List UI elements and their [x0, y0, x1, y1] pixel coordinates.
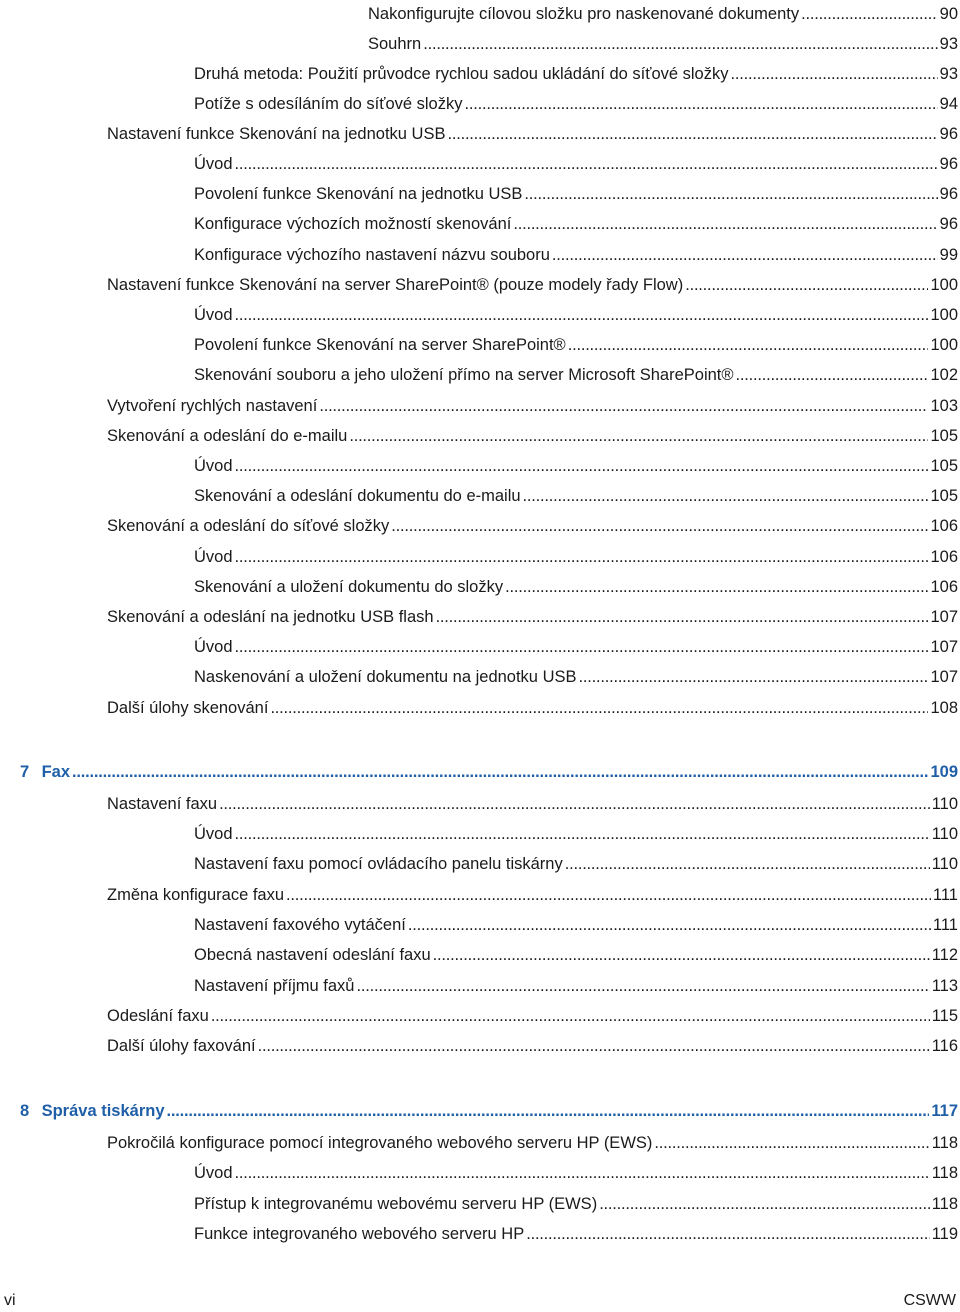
toc-entry-page: 119: [931, 1225, 958, 1243]
dot-leader: [731, 64, 938, 84]
dot-leader: [436, 607, 929, 627]
toc-entry[interactable]: [194, 972, 958, 996]
toc-entry-page: 94: [939, 95, 958, 113]
toc-entry-page: 106: [930, 548, 958, 566]
chapter-title: Fax: [41, 763, 71, 781]
toc-entry[interactable]: [194, 633, 958, 657]
toc-entry-title: Odeslání faxu: [107, 1007, 209, 1025]
chapter-heading-title: [20, 1101, 165, 1121]
toc-entry-title: Další úlohy faxování: [107, 1037, 256, 1055]
toc-entry[interactable]: [107, 881, 958, 905]
toc-entry[interactable]: [107, 1002, 958, 1026]
toc-entry[interactable]: [194, 180, 958, 204]
toc-entry-page: 112: [931, 946, 958, 964]
toc-entry-title: Souhrn: [368, 35, 422, 53]
chapter-title: Správa tiskárny: [41, 1102, 165, 1120]
dot-leader: [235, 637, 929, 657]
dot-leader: [685, 275, 928, 295]
dot-leader: [526, 1224, 929, 1244]
toc-entry-title: Další úlohy skenování: [107, 699, 269, 717]
toc-entry-title: Pokročilá konfigurace pomocí integrovaného webového serveru HP (EWS): [107, 1134, 653, 1152]
footer-page-number: vi: [4, 1292, 16, 1309]
toc-entry[interactable]: [194, 331, 958, 355]
dot-leader: [72, 762, 928, 782]
chapter-page: 109: [930, 763, 958, 781]
toc-entry[interactable]: [194, 543, 958, 567]
dot-leader: [579, 667, 929, 687]
toc-entry-page: 118: [931, 1134, 958, 1152]
toc-entry-page: 110: [931, 825, 958, 843]
toc-entry[interactable]: [194, 301, 958, 325]
dot-leader: [235, 1163, 930, 1183]
toc-entry-title: Obecná nastavení odeslání faxu: [194, 946, 431, 964]
toc-entry-page: 118: [931, 1164, 958, 1182]
toc-entry[interactable]: [107, 422, 958, 446]
toc-entry-page: 93: [939, 35, 958, 53]
toc-entry[interactable]: [194, 941, 958, 965]
dot-leader: [599, 1194, 930, 1214]
dot-leader: [654, 1133, 929, 1153]
toc-entry-title: Úvod: [194, 155, 233, 173]
toc-entry-page: 102: [930, 366, 958, 384]
chapter-heading-title: [20, 762, 70, 782]
toc-entry[interactable]: [194, 820, 958, 844]
toc-entry-page: 106: [930, 517, 958, 535]
toc-entry-page: 106: [930, 578, 958, 596]
toc-entry-title: Změna konfigurace faxu: [107, 886, 285, 904]
toc-entry-title: Povolení funkce Skenování na server SharePoint®: [194, 336, 566, 354]
toc-entry-title: Úvod: [194, 638, 233, 656]
toc-entry-title: Úvod: [194, 548, 233, 566]
toc-entry[interactable]: [107, 512, 958, 536]
dot-leader: [167, 1101, 930, 1121]
toc-entry-title: Naskenování a uložení dokumentu na jednotku USB: [194, 668, 577, 686]
toc-entry-title: Skenování souboru a jeho uložení přímo na server Microsoft SharePoint®: [194, 366, 734, 384]
toc-entry-title: Úvod: [194, 825, 233, 843]
toc-entry-title: Nastavení faxu pomocí ovládacího panelu tiskárny: [194, 855, 563, 873]
footer-label: CSWW: [903, 1292, 956, 1309]
toc-entry-page: 116: [931, 1037, 958, 1055]
toc-entry-page: 118: [931, 1195, 958, 1213]
dot-leader: [447, 124, 937, 144]
toc-entry-title: Úvod: [194, 1164, 233, 1182]
toc-entry[interactable]: [194, 60, 958, 84]
toc-entry-page: 96: [939, 155, 958, 173]
dot-leader: [523, 486, 929, 506]
toc-entry[interactable]: [194, 482, 958, 506]
toc-entry-title: Konfigurace výchozích možností skenování: [194, 215, 512, 233]
dot-leader: [513, 214, 937, 234]
toc-entry-page: 90: [939, 5, 958, 23]
toc-entry[interactable]: [194, 1190, 958, 1214]
dot-leader: [270, 698, 928, 718]
toc-entry-title: Nastavení faxového vytáčení: [194, 916, 406, 934]
dot-leader: [801, 4, 938, 24]
toc-entry[interactable]: [107, 271, 958, 295]
toc-entry-title: Nastavení funkce Skenování na jednotku USB: [107, 125, 446, 143]
toc-entry-title: Úvod: [194, 457, 233, 475]
toc-entry-page: 103: [930, 397, 958, 415]
dot-leader: [235, 456, 929, 476]
toc-entry-title: Skenování a odeslání do e-mailu: [107, 427, 348, 445]
toc-entry-page: 110: [931, 795, 958, 813]
dot-leader: [286, 885, 931, 905]
toc-entry[interactable]: [194, 90, 958, 114]
toc-entry-page: 100: [930, 306, 958, 324]
toc-entry[interactable]: [107, 1032, 958, 1056]
toc-entry-title: Druhá metoda: Použití průvodce rychlou sadou ukládání do síťové složky: [194, 65, 729, 83]
toc-entry-page: 93: [939, 65, 958, 83]
chapter-number: 7: [20, 763, 30, 781]
chapter-page: 117: [931, 1102, 958, 1120]
toc-entry-title: Vytvoření rychlých nastavení: [107, 397, 318, 415]
dot-leader: [505, 577, 928, 597]
dot-leader: [565, 854, 930, 874]
dot-leader: [235, 305, 929, 325]
toc-entry[interactable]: [194, 573, 958, 597]
toc-entry-page: 96: [939, 215, 958, 233]
toc-entry-title: Skenování a odeslání na jednotku USB flash: [107, 608, 434, 626]
toc-entry[interactable]: [194, 210, 958, 234]
toc-entry-page: 107: [930, 668, 958, 686]
dot-leader: [258, 1036, 930, 1056]
toc-entry-page: 107: [930, 638, 958, 656]
toc-entry-title: Skenování a odeslání dokumentu do e-mailu: [194, 487, 521, 505]
toc-entry[interactable]: [194, 663, 958, 687]
dot-leader: [391, 516, 928, 536]
dot-leader: [524, 184, 937, 204]
dot-leader: [349, 426, 928, 446]
toc-entry[interactable]: [194, 1220, 958, 1244]
toc-entry-title: Potíže s odesíláním do síťové složky: [194, 95, 463, 113]
dot-leader: [433, 945, 930, 965]
toc-entry[interactable]: [194, 241, 958, 265]
dot-leader: [408, 915, 931, 935]
toc-entry[interactable]: [107, 120, 958, 144]
toc-entry-title: Úvod: [194, 306, 233, 324]
toc-entry[interactable]: [194, 452, 958, 476]
toc-entry-page: 115: [931, 1007, 958, 1025]
dot-leader: [235, 547, 929, 567]
dot-leader: [235, 824, 930, 844]
toc-entry[interactable]: [194, 361, 958, 385]
toc-entry-page: 100: [930, 276, 958, 294]
toc-entry-page: 100: [930, 336, 958, 354]
dot-leader: [464, 94, 937, 114]
toc-entry[interactable]: [107, 603, 958, 627]
toc-entry-title: Nastavení funkce Skenování na server SharePoint® (pouze modely řady Flow): [107, 276, 684, 294]
dot-leader: [552, 245, 938, 265]
dot-leader: [736, 365, 929, 385]
toc-entry-page: 108: [930, 699, 958, 717]
toc-entry[interactable]: [194, 150, 958, 174]
toc-entry-page: 111: [932, 916, 958, 934]
toc-entry[interactable]: [194, 850, 958, 874]
dot-leader: [357, 976, 930, 996]
toc-entry-title: Nastavení faxu: [107, 795, 218, 813]
toc-entry-page: 111: [932, 886, 958, 904]
toc-entry-title: Nakonfigurujte cílovou složku pro naskenované dokumenty: [368, 5, 800, 23]
toc-entry-title: Povolení funkce Skenování na jednotku USB: [194, 185, 523, 203]
chapter-heading-8[interactable]: [20, 1097, 958, 1121]
chapter-number: 8: [20, 1102, 30, 1120]
toc-entry-page: 105: [930, 487, 958, 505]
dot-leader: [235, 154, 938, 174]
toc-entry-page: 113: [931, 977, 958, 995]
toc-entry[interactable]: [368, 30, 958, 54]
toc-entry-title: Skenování a odeslání do síťové složky: [107, 517, 390, 535]
toc-entry[interactable]: [107, 392, 958, 416]
dot-leader: [319, 396, 928, 416]
toc-entry-page: 107: [930, 608, 958, 626]
toc-entry[interactable]: [107, 694, 958, 718]
toc-entry-title: Skenování a uložení dokumentu do složky: [194, 578, 504, 596]
toc-entry-title: Nastavení příjmu faxů: [194, 977, 355, 995]
toc-entry-page: 96: [939, 185, 958, 203]
toc-entry[interactable]: [194, 911, 958, 935]
dot-leader: [219, 794, 930, 814]
toc-entry-title: Funkce integrovaného webového serveru HP: [194, 1225, 525, 1243]
dot-leader: [211, 1006, 930, 1026]
toc-entry-title: Přístup k integrovanému webovému serveru HP (EWS): [194, 1195, 598, 1213]
dot-leader: [423, 34, 937, 54]
toc-entry-page: 96: [939, 125, 958, 143]
toc-entry-page: 110: [931, 855, 958, 873]
toc-entry-page: 105: [930, 457, 958, 475]
toc-entry-page: 99: [939, 246, 958, 264]
dot-leader: [568, 335, 929, 355]
toc-entry-title: Konfigurace výchozího nastavení názvu souboru: [194, 246, 550, 264]
toc-entry[interactable]: [107, 790, 958, 814]
toc-entry[interactable]: [368, 0, 958, 24]
toc-entry[interactable]: [107, 1129, 958, 1153]
toc-entry[interactable]: [194, 1159, 958, 1183]
chapter-heading-7[interactable]: [20, 758, 958, 782]
toc-entry-page: 105: [930, 427, 958, 445]
